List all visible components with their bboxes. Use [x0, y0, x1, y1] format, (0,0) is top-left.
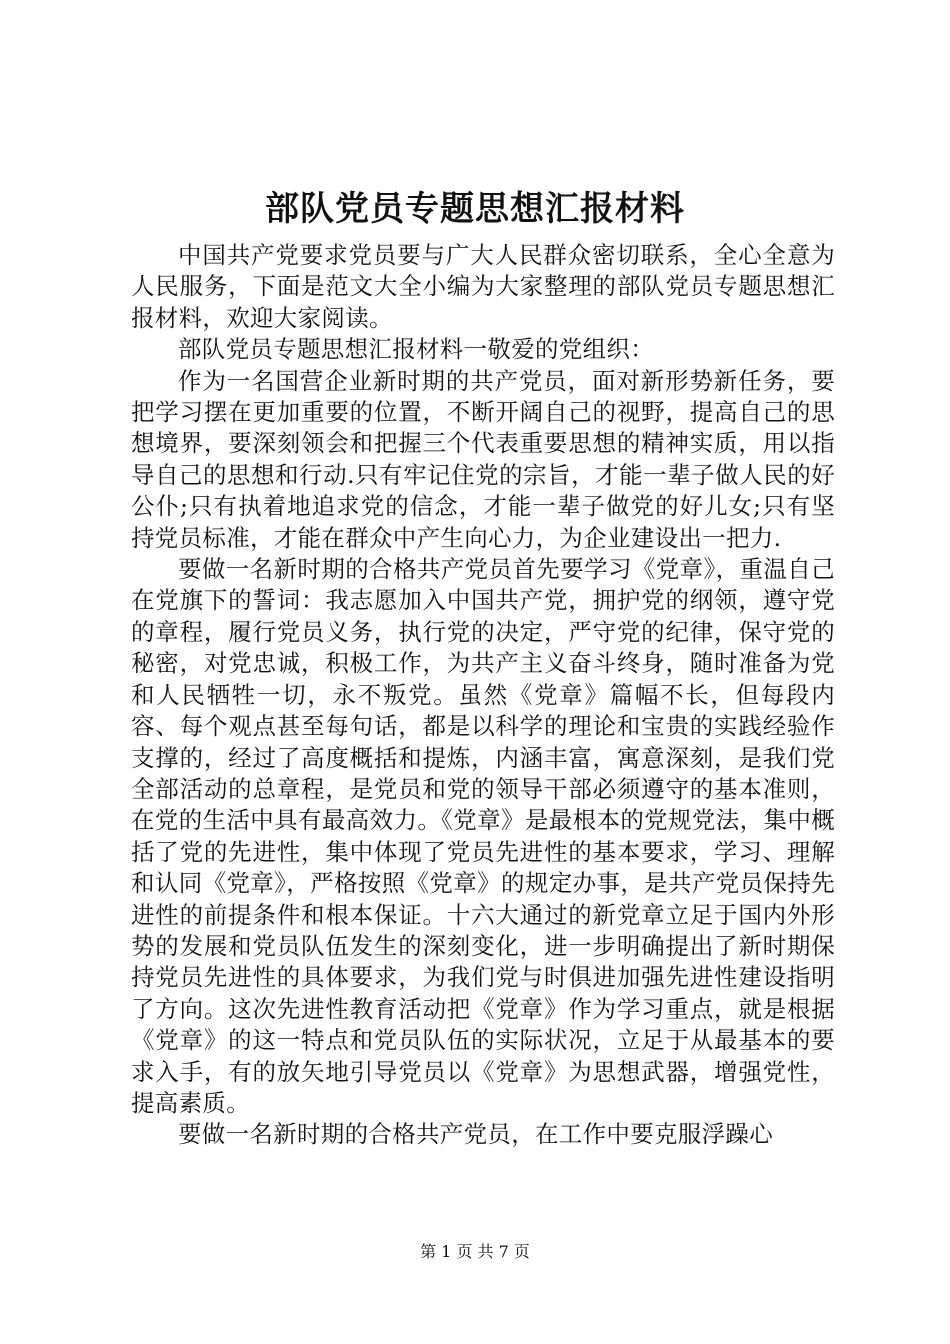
paragraph-3: 要做一名新时期的合格共产党员，在工作中要克服浮躁心 — [178, 1120, 773, 1149]
paragraph-salutation: 部队党员专题思想汇报材料一敬爱的党组织： — [178, 335, 654, 364]
paragraph-1: 作为一名国营企业新时期的共产党员，面对新形势新任务，要把学习摆在更加重要的位置，不断开阔自己的视野，提高自己的思想境界，要深刻领会和把握三个代表重要思想的精神实质，用以指导自己的思想和行动.只有牢记住党的宗旨，才能一辈子做人民的好公仆;只有执着地追求党的信念，才能一辈子做党的好儿女;只有坚持党员标准，才能在群众中产生向心力，为企业建设出一把力. — [131, 366, 835, 552]
page-number-footer: 第 1 页 共 7 页 — [420, 1242, 530, 1261]
paragraph-intro: 中国共产党要求党员要与广大人民群众密切联系，全心全意为人民服务，下面是范文大全小编为大家整理的部队党员专题思想汇报材料，欢迎大家阅读。 — [131, 241, 835, 332]
paragraph-2: 要做一名新时期的合格共产党员首先要学习《党章》，重温自己在党旗下的誓词：我志愿加入中国共产党，拥护党的纲领，遵守党的章程，履行党员义务，执行党的决定，严守党的纪律，保守党的秘密，对党忠诚，积极工作，为共产主义奋斗终身，随时准备为党和人民牺牲一切，永不叛党。虽然《党章》篇幅不长，但每段内容、每个观点甚至每句话，都是以科学的理论和宝贵的实践经验作支撑的，经过了高度概括和提炼，内涵丰富，寓意深刻，是我们党全部活动的总章程，是党员和党的领导干部必须遵守的基本准则，在党的生活中具有最高效力。《党章》是最根本的党规党法，集中概括了党的先进性，集中体现了党员先进性的基本要求，学习、理解和认同《党章》，严格按照《党章》的规定办事，是共产党员保持先进性的前提条件和根本保证。十六大通过的新党章立足于国内外形势的发展和党员队伍发生的深刻变化，进一步明确提出了新时期保持党员先进性的具体要求，为我们党与时俱进加强先进性建设指明了方向。这次先进性教育活动把《党章》作为学习重点，就是根据《党章》的这一特点和党员队伍的实际状况，立足于从最基本的要求入手，有的放矢地引导党员以《党章》为思想武器，增强党性，提高素质。 — [131, 555, 835, 1117]
document-body — [131, 240, 835, 1151]
document-title: 部队党员专题思想汇报材料 — [265, 189, 685, 229]
